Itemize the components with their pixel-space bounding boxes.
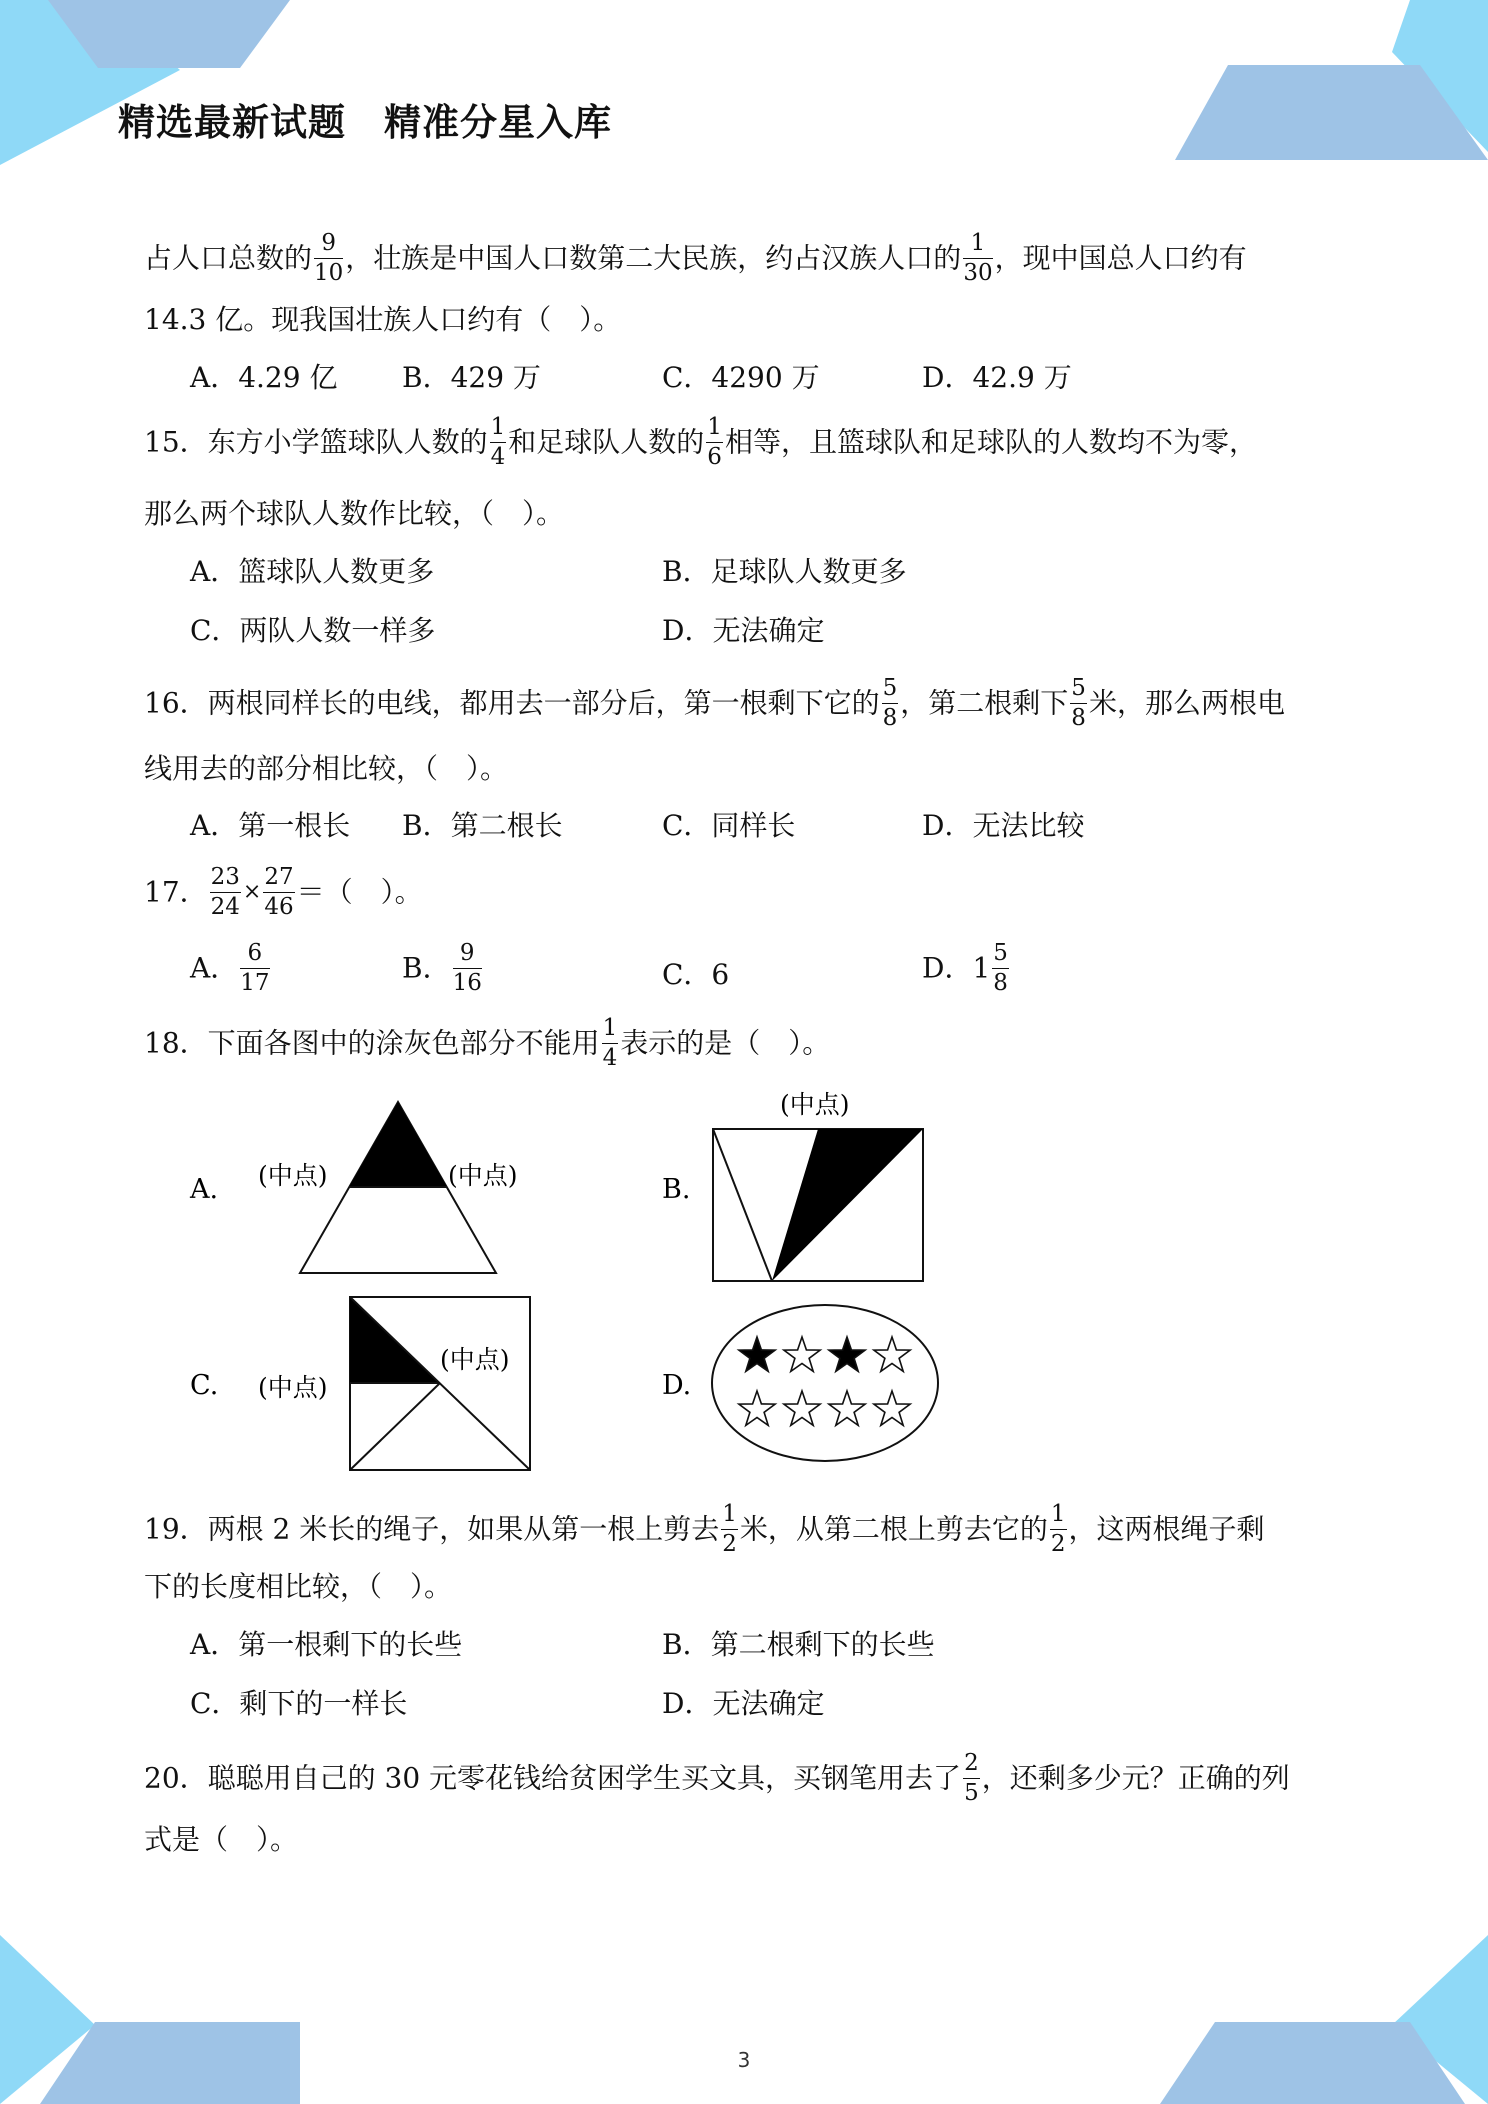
midpoint-label: (中点) (258, 1161, 328, 1190)
option-label: A． (190, 951, 239, 985)
q19-text: 19．两根 2 米长的绳子，如果从第一根上剪去 (144, 1512, 720, 1546)
q20-text: ，还剩多少元？正确的列 (981, 1761, 1290, 1795)
fraction-numerator: 1 (490, 416, 507, 443)
q14-option-c: C．4290 万 (662, 361, 820, 394)
q14-text: 占人口总数的 (144, 241, 313, 275)
q17-option-c: C．6 (662, 958, 730, 991)
q14-text: ，现中国总人口约有 (994, 241, 1247, 275)
fraction-numerator: 1 (1050, 1503, 1067, 1530)
q15-text: 和足球队人数的 (508, 425, 705, 459)
ellipse-outline (712, 1305, 938, 1461)
fraction (721, 1503, 738, 1556)
fraction-numerator: 5 (992, 942, 1009, 969)
q14-option-d: D．42.9 万 (922, 361, 1072, 394)
q19-option-a: A．第一根剩下的长些 (190, 1628, 463, 1661)
fraction (963, 1752, 980, 1805)
figure-c-label: C. (190, 1370, 219, 1401)
midpoint-label: (中点) (440, 1345, 510, 1374)
page-number: 3 (737, 2048, 751, 2072)
fraction-denominator: 24 (210, 894, 240, 920)
q15-text: 相等，且篮球队和足球队的人数均不为零， (724, 425, 1257, 459)
q16-text: 16．两根同样长的电线，都用去一部分后，第一根剩下它的 (144, 686, 880, 720)
fraction-numerator: 9 (453, 942, 482, 969)
q14-text: ，壮族是中国人口数第二大民族，约占汉族人口的 (345, 241, 962, 275)
q19-text: ，这两根绳子剩 (1068, 1512, 1265, 1546)
q15-option-c: C．两队人数一样多 (190, 614, 436, 647)
fraction-numerator: 5 (1070, 677, 1087, 704)
midpoint-label: (中点) (258, 1373, 328, 1402)
q19-option-b: B．第二根剩下的长些 (662, 1628, 935, 1661)
q16-text: 米，那么两根电 (1088, 686, 1285, 720)
fraction-numerator: 1 (721, 1503, 738, 1530)
shaded-region (349, 1102, 447, 1187)
fraction-numerator: 5 (882, 677, 899, 704)
fraction-denominator: 8 (1071, 705, 1086, 731)
midpoint-label: (中点) (780, 1090, 850, 1119)
fraction-denominator: 4 (602, 1045, 618, 1071)
q19-option-c: C．剩下的一样长 (190, 1687, 408, 1720)
fraction-numerator: 6 (240, 942, 269, 969)
q16-option-a: A．第一根长 (190, 809, 351, 842)
fraction-denominator: 17 (240, 970, 270, 996)
fraction-denominator: 30 (963, 260, 993, 286)
fraction-numerator: 27 (263, 866, 294, 893)
fraction-numerator: 9 (314, 232, 343, 259)
q14-option-b: B．429 万 (402, 361, 541, 394)
fraction-numerator: 1 (706, 416, 723, 443)
q14-line2: 14.3 亿。现我国壮族人口约有（ ）。 (144, 303, 622, 336)
q15-option-d: D．无法确定 (662, 614, 825, 647)
q19-option-d: D．无法确定 (662, 1687, 825, 1720)
q15-option-a: A．篮球队人数更多 (190, 555, 435, 588)
fraction-denominator: 10 (314, 260, 344, 286)
q19-text: 米，从第二根上剪去它的 (739, 1512, 1048, 1546)
fraction-denominator: 46 (264, 894, 294, 920)
q16-option-c: C．同样长 (662, 809, 796, 842)
q19-line1 (144, 1503, 1265, 1556)
times-sign: × (242, 879, 262, 905)
q14-option-a: A．4.29 亿 (190, 361, 338, 394)
header-title: 精选最新试题 精准分星入库 (118, 101, 612, 144)
q20-line1 (144, 1752, 1290, 1805)
q16-text: ，第二根剩下 (900, 686, 1069, 720)
fraction-denominator: 6 (707, 444, 722, 470)
fraction-numerator: 1 (963, 232, 992, 259)
fraction-denominator: 4 (490, 444, 506, 470)
q15-option-b: B．足球队人数更多 (662, 555, 907, 588)
fraction-denominator: 2 (722, 1531, 737, 1557)
q16-option-d: D．无法比较 (922, 809, 1085, 842)
option-label: B． (402, 951, 451, 985)
fraction (1050, 1503, 1067, 1556)
mixed-number-whole: 1 (972, 951, 991, 985)
q19-line2: 下的长度相比较，（ ）。 (144, 1570, 453, 1603)
fraction-numerator: 1 (602, 1017, 619, 1044)
fraction-denominator: 16 (452, 970, 482, 996)
q17-text: 17． (144, 875, 208, 909)
q18-text: 表示的是（ ）。 (620, 1026, 831, 1060)
fraction-denominator: 8 (993, 970, 1008, 996)
q20-text: 20．聪聪用自己的 30 元零花钱给贫困学生买文具，买钢笔用去了 (144, 1761, 962, 1795)
fraction-denominator: 2 (1050, 1531, 1066, 1557)
fraction-denominator: 8 (882, 705, 898, 731)
fraction-numerator: 2 (963, 1752, 980, 1779)
fraction-numerator: 23 (210, 866, 241, 893)
figure-b-label: B. (662, 1174, 691, 1205)
fraction-denominator: 5 (964, 1780, 979, 1806)
q15-text: 15．东方小学篮球队人数的 (144, 425, 488, 459)
midpoint-label: (中点) (448, 1161, 518, 1190)
q16-option-b: B．第二根长 (402, 809, 563, 842)
option-label: D． (922, 951, 973, 985)
q18-text: 18．下面各图中的涂灰色部分不能用 (144, 1026, 600, 1060)
q20-line2: 式是（ ）。 (144, 1823, 299, 1856)
figure-d-label: D. (662, 1370, 692, 1401)
q15-line2: 那么两个球队人数作比较，（ ）。 (144, 497, 565, 530)
figure-a-label: A. (190, 1174, 219, 1205)
q17-text: ＝（ ）。 (296, 875, 423, 909)
q16-line2: 线用去的部分相比较，（ ）。 (144, 752, 509, 785)
